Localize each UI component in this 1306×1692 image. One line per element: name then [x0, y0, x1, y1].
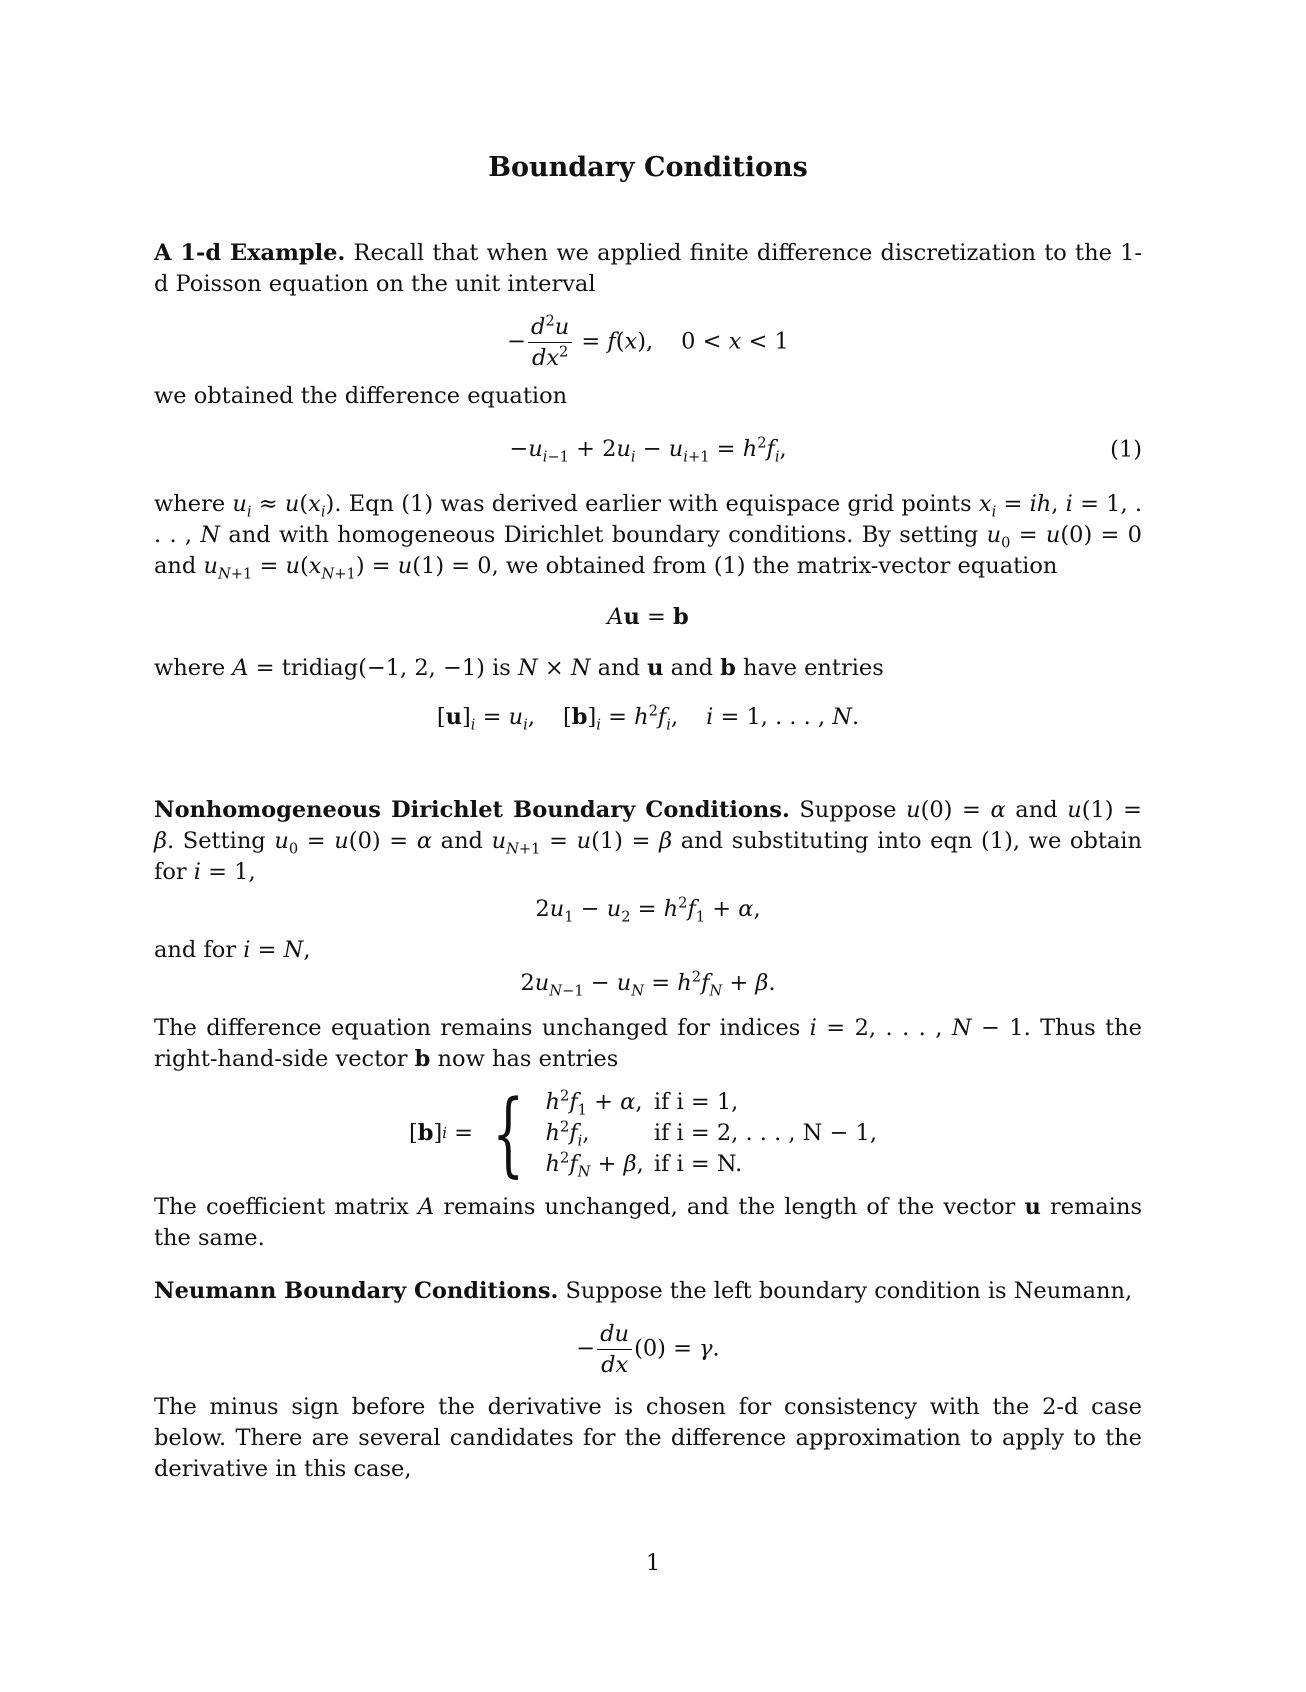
equation-iN: $2u_{N-1} - u_N = h^2f_N + \beta$.: [520, 968, 776, 1000]
left-brace: {: [492, 1079, 525, 1187]
equation-1: $-u_{i-1} + 2u_i - u_{i+1} = h^2f_i$, (1): [509, 434, 1142, 466]
case-row: $h^2f_1 + \alpha$, if i = 1,: [546, 1087, 887, 1118]
paragraph-matrix-def: where A = tridiag(−1, 2, −1) is N × N and u and b have entries: [154, 655, 884, 681]
case-row: $h^2f_i$, if i = 2, . . . , N − 1,: [546, 1118, 887, 1149]
and-for-text: and for: [154, 937, 237, 963]
paragraph-1d-intro: [154, 238, 1142, 300]
intro-text: Recall that when we applied finite difference discretization to the 1-d Poisson equation on the unit interval: [154, 240, 1142, 297]
paragraph-difference-intro: we obtained the difference equation: [154, 383, 568, 409]
equation-matrix: Au = b: [607, 604, 689, 630]
paragraph-and-for-n: and for i = N,: [154, 937, 311, 963]
paragraph-minus-sign: The minus sign before the derivative is chosen for consistency with the 2-d case below. There are several candidates for the difference approximation to apply to the derivative in this case,: [154, 1394, 1142, 1482]
section-heading-dirichlet: Nonhomogeneous Dirichlet Boundary Conditions.: [154, 797, 790, 823]
neumann-lead: Suppose the left boundary condition is Neumann,: [565, 1278, 1133, 1304]
cases-table: [546, 1087, 887, 1180]
equation-entries: $[u]_i = u_i$, $[b]_i = h^2f_i$, i = 1, . . . , N.: [436, 702, 860, 734]
paragraph-dirichlet-intro: Nonhomogeneous Dirichlet Boundary Conditions. Suppose u(0) = α and u(1) = β. Setting $u_0 = u(0) = \alpha$ and $u_{N+1} = u(1) = \beta$ and substituting into eqn (1), we obtain for i = 1,: [154, 797, 1142, 885]
page-number: 1: [645, 1550, 661, 1576]
case-row: $h^2f_N + \beta$, if i = N.: [546, 1149, 887, 1180]
case-condition: if i = 2, . . . , N − 1,: [653, 1120, 877, 1146]
paragraph-grid-points: where $u_i \approx u(x_i)$. Eqn (1) was derived earlier with equispace grid points $x_i$ = ih, i = 1, . . . , N and with homogeneous Dirichlet boundary conditions. By setting $u_0 = u(0) = 0$ and $u_{N+1} = u(x_{N+1}) = u(1) = 0$, we obtained from (1) the matrix-vector equation: [154, 491, 1142, 583]
equation-i1: $2u_1 - u_2 = h^2f_1 + \alpha$,: [535, 894, 761, 926]
paragraph-unchanged: The difference equation remains unchanged for indices i = 2, . . . , N − 1. Thus the right-hand-side vector b now has entries: [154, 1015, 1142, 1072]
case-condition: if i = 1,: [653, 1089, 739, 1115]
equation-cases: [ b ] i = { $h^2f_1 + \alpha$, if i = 1, $h^2f_i$, if i = 2, . . . , N − 1, $h^2f_N + \beta$, if i = N.: [154, 1087, 1142, 1180]
section-heading-neumann: Neumann Boundary Conditions.: [154, 1278, 559, 1304]
page-title: Boundary Conditions: [488, 152, 808, 183]
equation-poisson: − $\frac{d^2u}{dx^2}$ = f(x), 0 < x < 1: [507, 312, 789, 371]
paragraph-coefficient: The coefficient matrix A remains unchanged, and the length of the vector u remains the same.: [154, 1194, 1142, 1251]
section-heading-1d: A 1-d Example.: [154, 240, 346, 266]
paragraph-neumann-intro: [154, 1276, 1142, 1307]
case-condition: if i = N.: [653, 1151, 743, 1177]
equation-number-1: (1): [1110, 436, 1142, 462]
equation-neumann: − $\frac{du}{dx}$ (0) = γ.: [576, 1321, 720, 1378]
page-content: [154, 150, 1142, 1485]
